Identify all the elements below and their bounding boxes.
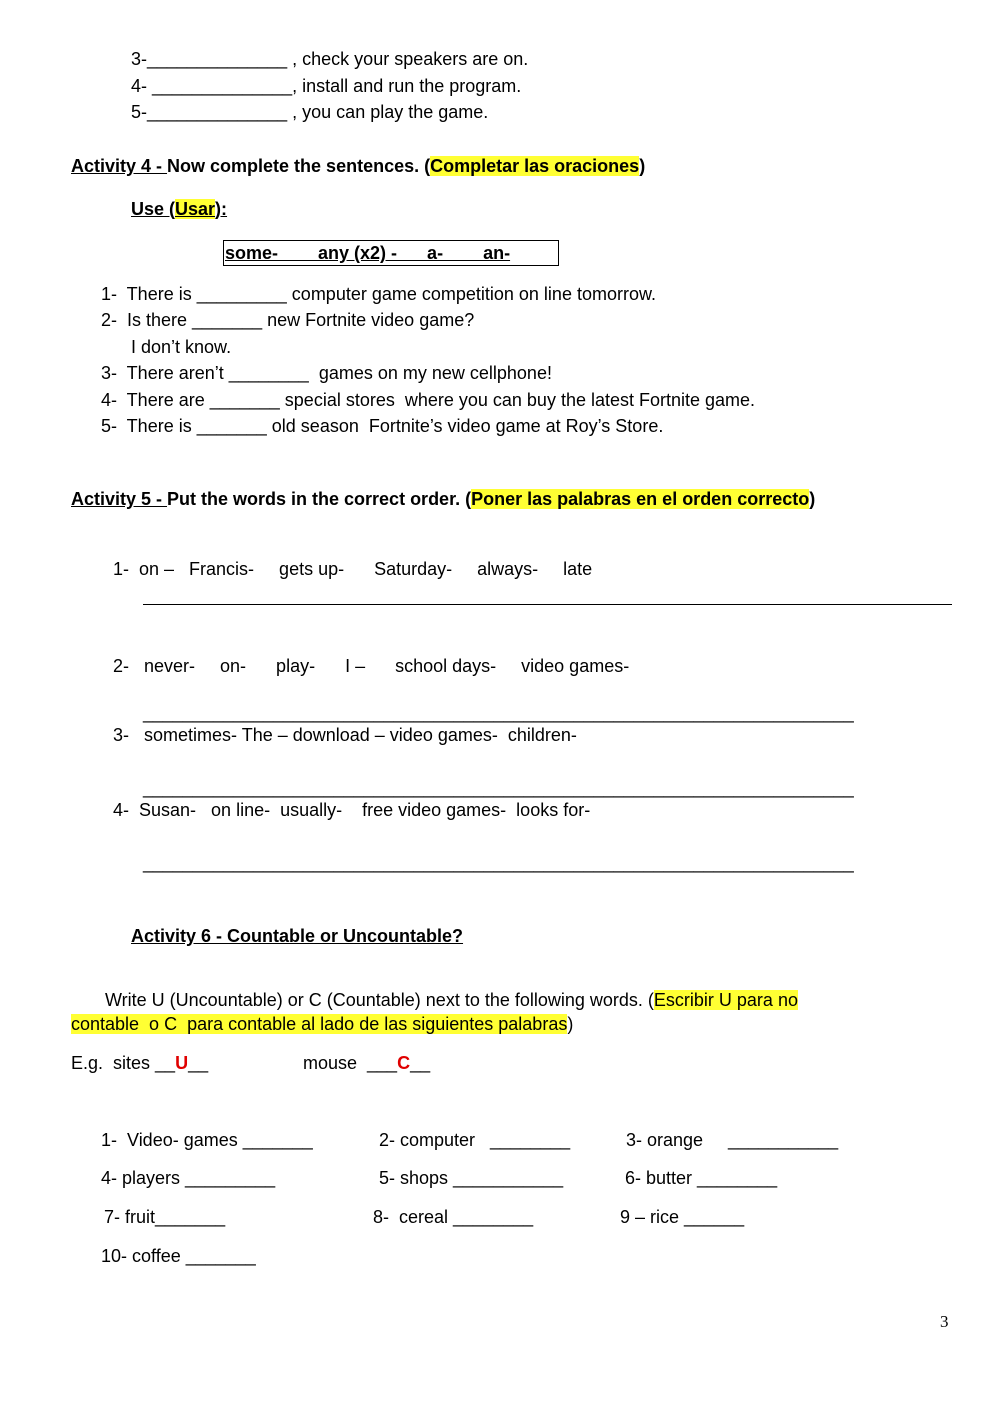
activity5-instruction: Put the words in the correct order. (	[167, 489, 472, 509]
example-answer-c: C	[397, 1053, 411, 1073]
word-item-2: 2- computer ________	[379, 1130, 571, 1150]
activity6-instr-close: )	[567, 1014, 574, 1034]
word-item-5: 5- shops ___________	[379, 1168, 564, 1188]
activity4-sentence-2-reply: I don’t know.	[131, 337, 232, 357]
page-number: 3	[940, 1312, 949, 1331]
example-sites	[71, 1052, 208, 1074]
top-list-item-5: 5-______________ , you can play the game.	[131, 102, 489, 122]
activity5-label: Activity 5 -	[71, 489, 168, 509]
activity4-heading	[71, 155, 645, 177]
activity6-title: Activity 6 - Countable or Uncountable?	[131, 926, 464, 946]
word-box: some- any (x2) - a- an-	[223, 240, 559, 266]
activity5-answer-line-3[interactable]: _______________________________________________________________________	[143, 778, 854, 798]
activity5-answer-line-4[interactable]: _______________________________________________________________________	[143, 853, 854, 873]
activity4-sentence-1: 1- There is _________ computer game competition on line tomorrow.	[101, 284, 656, 304]
activity5-item-2: 2- never- on- play- I – school days- video games-	[113, 656, 630, 676]
activity4-label: Activity 4 -	[71, 156, 168, 176]
word-item-8: 8- cereal ________	[373, 1207, 534, 1227]
example-answer-u: U	[175, 1053, 189, 1073]
activity4-sentence-5: 5- There is _______ old season Fortnite’s video game at Roy’s Store.	[101, 416, 664, 436]
activity4-sentence-4: 4- There are _______ special stores where you can buy the latest Fortnite game.	[101, 390, 756, 410]
word-item-10: 10- coffee _______	[101, 1246, 256, 1266]
activity6-instruction-line-2	[71, 1013, 573, 1035]
example-word2: mouse ___	[303, 1053, 398, 1073]
activity5-item-1: 1- on – Francis- gets up- Saturday- always- late	[113, 559, 593, 579]
activity4-use-line	[131, 198, 227, 220]
word-item-7: 7- fruit_______	[104, 1207, 226, 1227]
activity5-answer-line-2[interactable]: _______________________________________________________________________	[143, 703, 854, 723]
word-item-4: 4- players _________	[101, 1168, 276, 1188]
use-label: Use (	[131, 199, 176, 219]
example-end: __	[410, 1053, 431, 1073]
activity5-close: )	[809, 489, 816, 509]
activity5-heading	[71, 488, 815, 510]
example-prefix: E.g. sites __	[71, 1053, 176, 1073]
word-item-9: 9 – rice ______	[620, 1207, 745, 1227]
word-item-6: 6- butter ________	[625, 1168, 778, 1188]
activity6-instruction-line-1	[105, 989, 798, 1011]
activity6-instr-translation-1: Escribir U para no	[653, 990, 798, 1010]
activity4-sentence-2: 2- Is there _______ new Fortnite video game?	[101, 310, 475, 330]
activity4-sentence-3: 3- There aren’t ________ games on my new cellphone!	[101, 363, 552, 383]
activity5-item-4: 4- Susan- on line- usually- free video games- looks for-	[113, 800, 591, 820]
top-list-item-3: 3-______________ , check your speakers are on.	[131, 49, 529, 69]
activity5-item-3: 3- sometimes- The – download – video games- children-	[113, 725, 577, 745]
activity5-answer-line-1[interactable]	[143, 604, 952, 605]
activity5-translation: Poner las palabras en el orden correcto	[471, 489, 810, 509]
activity6-instr-text: Write U (Uncountable) or C (Countable) next to the following words. (	[105, 990, 654, 1010]
example-mouse	[303, 1052, 430, 1074]
use-translation: Usar	[175, 199, 216, 219]
top-list-item-4: 4- ______________, install and run the program.	[131, 76, 522, 96]
word-item-3: 3- orange ___________	[626, 1130, 839, 1150]
activity4-translation: Completar las oraciones	[430, 156, 640, 176]
activity6-instr-translation-2: contable o C para contable al lado de las siguientes palabras	[71, 1014, 568, 1034]
word-item-1: 1- Video- games _______	[101, 1130, 313, 1150]
activity4-close: )	[639, 156, 646, 176]
activity4-instruction: Now complete the sentences. (	[167, 156, 431, 176]
use-close: ):	[215, 199, 228, 219]
example-mid: __	[188, 1053, 209, 1073]
